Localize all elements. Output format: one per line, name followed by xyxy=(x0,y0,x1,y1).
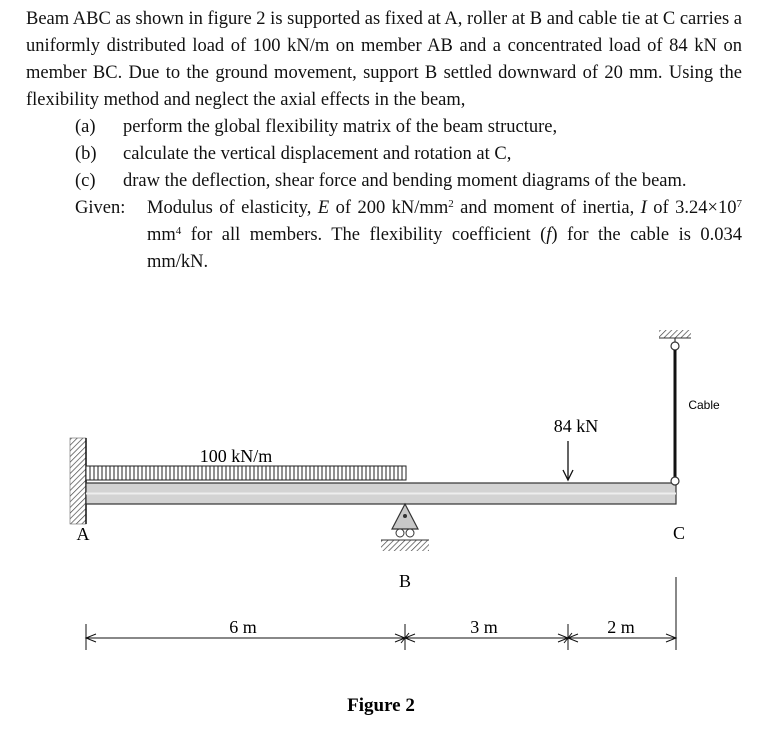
cable-tie xyxy=(659,330,691,485)
given-text: Modulus of elasticity, xyxy=(147,198,318,218)
given-text: mm xyxy=(147,225,176,245)
fixed-support-a xyxy=(70,438,86,524)
node-b-label: B xyxy=(398,571,412,591)
given-superscript: 4 xyxy=(175,225,182,237)
figure-caption: Figure 2 xyxy=(347,695,415,716)
task-label: (b) xyxy=(75,144,97,164)
given-text: of 200 kN/mm xyxy=(329,198,449,218)
udl-load xyxy=(86,466,406,480)
cable-label: Cable xyxy=(688,398,720,412)
given-text: of 3.24×10 xyxy=(646,198,737,218)
task-label: (c) xyxy=(75,171,96,191)
given-superscript: 2 xyxy=(448,198,454,210)
roller-support-b xyxy=(381,504,429,551)
point-load-label: 84 kN xyxy=(553,416,599,436)
given-i-symbol: I xyxy=(640,198,647,218)
node-a-label: A xyxy=(76,524,90,544)
task-label: (a) xyxy=(75,117,96,137)
node-c-label: C xyxy=(672,523,686,543)
span-b-load-label: 3 m xyxy=(470,617,498,637)
udl-label: 100 kN/m xyxy=(199,446,273,466)
given-superscript: 7 xyxy=(736,198,742,210)
given-label: Given: xyxy=(75,198,126,218)
span-ab-label: 6 m xyxy=(229,617,257,637)
task-text: perform the global flexibility matrix of the beam structure, xyxy=(123,117,558,137)
given-f-symbol: f xyxy=(546,225,552,245)
problem-intro: Beam ABC as shown in figure 2 is supported as fixed at A, roller at B and cable tie at C carries a uniformly distributed load of 100 kN/m on member AB and a concentrated load of 84 kN on member BC. Due to the ground movement, support B settled downward of 20 mm. Using the flexibility method and neglect the axial effects in the beam, xyxy=(26,9,742,110)
given-text: for all members. The flexibility coefficient ( xyxy=(181,225,547,245)
given-text: ) for the cable is 0.034 mm/kN. xyxy=(147,225,742,272)
given-e-symbol: E xyxy=(317,198,330,218)
task-text: draw the deflection, shear force and bending moment diagrams of the beam. xyxy=(123,171,687,191)
dimension-line xyxy=(86,577,676,650)
span-load-c-label: 2 m xyxy=(607,617,635,637)
given-text: and moment of inertia, xyxy=(453,198,641,218)
task-text: calculate the vertical displacement and rotation at C, xyxy=(123,144,512,164)
